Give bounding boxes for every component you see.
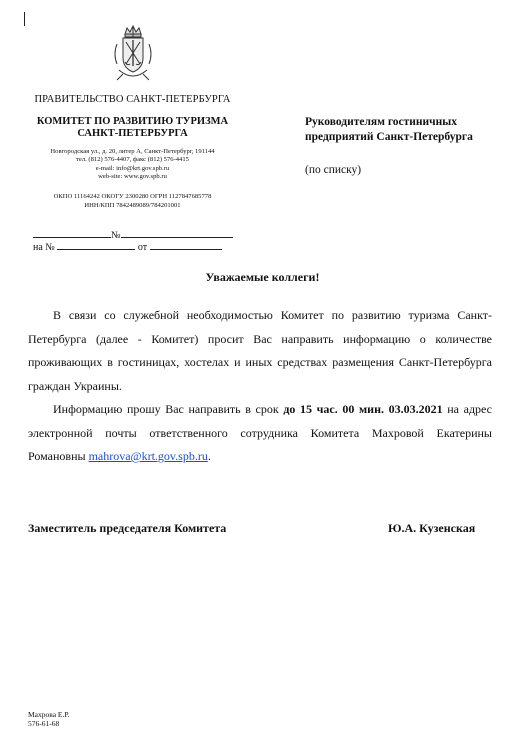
committee-line-1: КОМИТЕТ ПО РАЗВИТИЮ ТУРИЗМА [36,116,229,127]
executor-phone: 576-61-68 [28,719,60,728]
paragraph-2-middle: на адрес электронной почты ответственного сотрудника Комитета Махровой Екатерины Романовны [28,402,493,463]
deadline-text: до 15 час. 00 мин. 03.03.2021 [283,402,443,416]
address-line-3: e-mail: info@krt.gov.spb.ru [95,164,170,172]
codes-line-1: ОКПО 11164242 ОКОГУ 2300280 ОГРН 1127847685778 [53,193,212,200]
text-cursor [24,12,25,26]
address-line-4: web-site: www.gov.spb.ru [98,173,167,181]
incoming-reference-line [33,240,222,254]
number-blank [121,228,233,238]
reference-number-label: на № [33,242,55,253]
number-mark: № [111,230,121,241]
address-line-2: тел. (812) 576-4407, факс (812) 576-4415 [76,156,189,164]
paragraph-2-end: . [207,449,211,463]
coat-of-arms-icon [103,24,163,86]
recipient-by-list: (по списку) [305,164,362,176]
body-paragraph-2 [28,398,492,469]
body-paragraph-1: В связи со служебной необходимостью Комитет по развитию туризма Санкт-Петербурга (далее - Комитет) просит Вас направить информацию о количестве проживающих в гостиницах, хостелах и иных средствах размещения Санкт-Петербурга граждан Украины. [28,308,492,393]
contact-email-link[interactable]: mahrova@krt.gov.spb.ru [88,449,208,463]
letter-greeting: Уважаемые коллеги! [205,270,320,284]
registry-codes [0,193,265,210]
committee-address [0,148,265,182]
letter-body [28,304,492,469]
date-blank [33,228,111,238]
paragraph-2-start: Информацию прошу Вас направить в срок [53,402,279,416]
reference-number-blank [57,240,135,250]
government-name: ПРАВИТЕЛЬСТВО САНКТ-ПЕТЕРБУРГА [34,94,231,105]
address-line-1: Новгородская ул., д. 20, литер А, Санкт-Петербург, 191144 [50,148,215,155]
recipient-block [305,115,515,145]
executor-info [28,710,69,728]
recipient-line-2: предприятий Санкт-Петербурга [305,131,473,143]
reference-date-blank [150,240,222,250]
executor-name: Махрова Е.Р. [28,710,70,719]
committee-line-2: САНКТ-ПЕТЕРБУРГА [77,128,188,139]
committee-name [0,116,265,140]
recipient-line-1: Руководителям гостиничных [305,116,457,128]
signatory-position: Заместитель председателя Комитета [28,521,227,535]
codes-line-2: ИНН/КПП 7842489089/784201001 [84,201,181,209]
signatory-name: Ю.А. Кузенская [388,521,476,535]
reference-date-label: от [137,242,148,253]
